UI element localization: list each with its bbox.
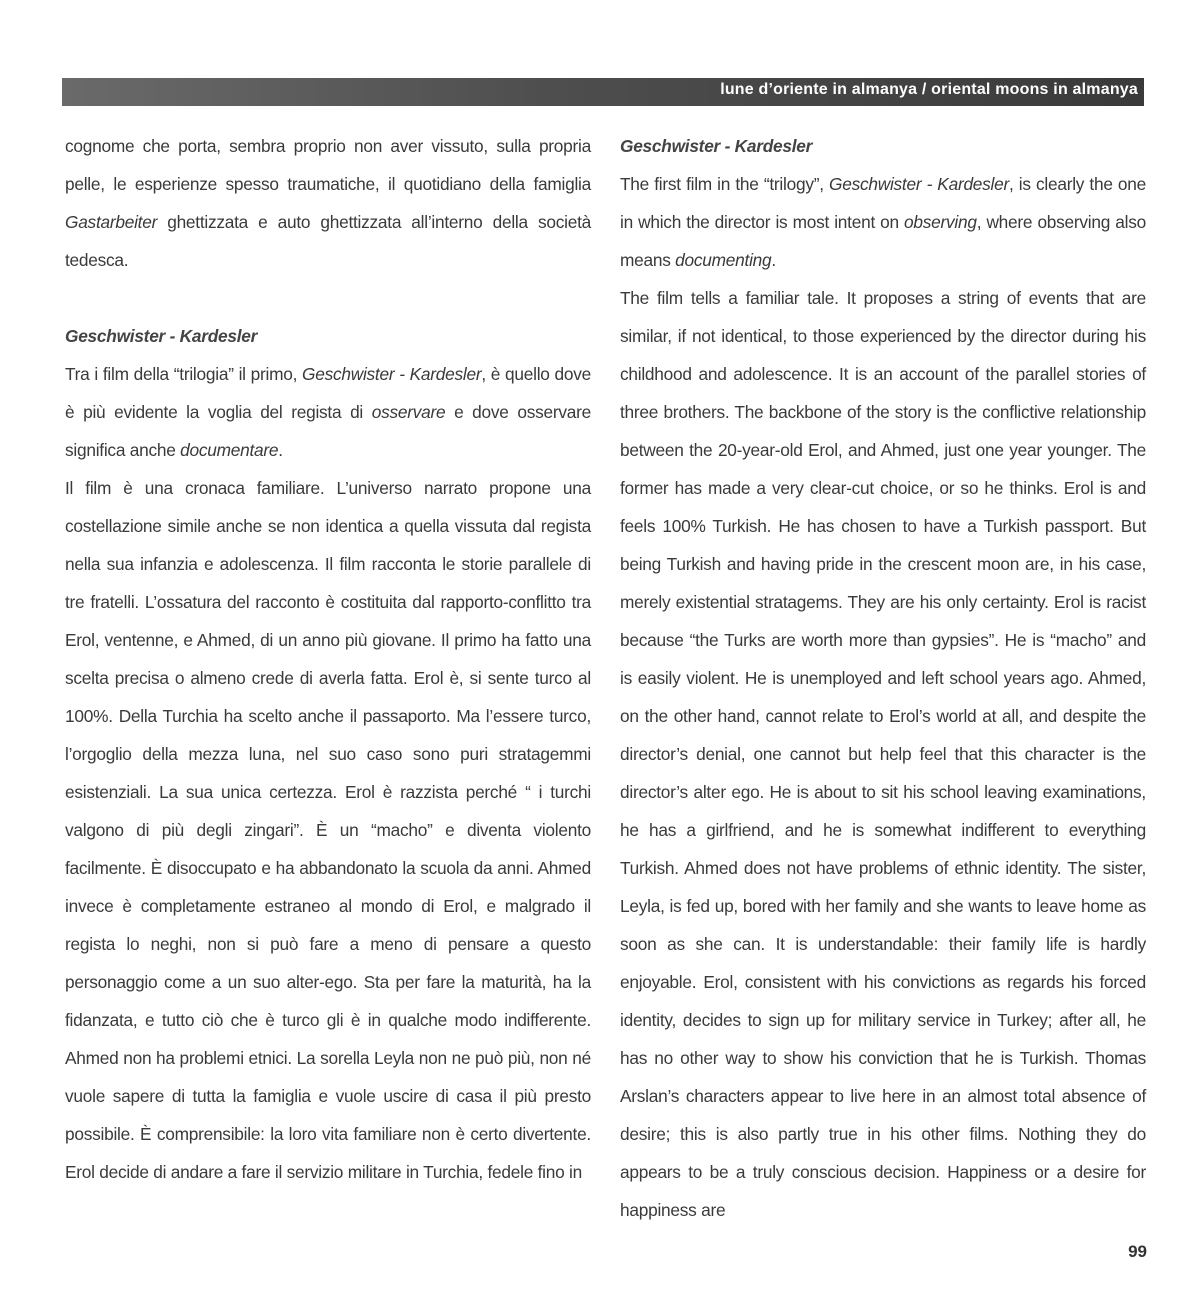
italic-term: osservare — [371, 402, 446, 422]
italic-term: documenting — [675, 250, 772, 270]
text-span: ghettizzata e auto ghettizzata all’interno della società tedesca. — [65, 212, 591, 270]
left-section-heading: Geschwister - Kardesler — [65, 326, 258, 346]
text-span: Tra i film della “trilogia” il primo, — [65, 364, 303, 384]
text-span: . — [771, 250, 776, 270]
left-column-italian — [65, 127, 591, 1191]
left-paragraph-2: Il film è una cronaca familiare. L’universo narrato propone una costellazione simile anche se non identica a quella vissuta dal regista nella sua infanzia e adolescenza. Il film racconta le storie parallele di tre fratelli. L’ossatura del racconto è costituita dal rapporto-conflitto tra Erol, ventenne, e Ahmed, di un anno più giovane. Il primo ha fatto una scelta precisa o almeno crede di averla fatta. Erol è, si sente turco al 100%. Della Turchia ha scelto anche il passaporto. Ma l’essere turco, l’orgoglio della mezza luna, nel suo caso sono puri stratagemmi esistenziali. La sua unica certezza. Erol è razzista perché “ i turchi valgono di più degli zingari”. È un “macho” e diventa violento facilmente. È disoccupato e ha abbandonato la scuola da anni. Ahmed invece è completamente estraneo al mondo di Erol, e malgrado il regista lo neghi, non si può fare a meno di pensare a questo personaggio come a un suo alter-ego. Sta per fare la maturità, ha la fidanzata, e tutto ciò che è turco gli è in qualche modo indifferente. Ahmed non ha problemi etnici. La sorella Leyla non ne può più, non né vuole sapere di tutta la famiglia e vuole uscire di casa il più presto possibile. È comprensibile: la loro vita familiare non è certo divertente. Erol decide di andare a fare il servizio militare in Turchia, fedele fino in — [65, 478, 591, 1182]
italic-title: Geschwister - Kardesler — [302, 364, 482, 384]
italic-term: observing — [904, 212, 977, 232]
text-span: cognome che porta, sembra proprio non aver vissuto, sulla propria pelle, le esperienze spesso traumatiche, il quotidiano della famiglia — [65, 136, 591, 194]
running-header-title: lune d’oriente in almanya / oriental moons in almanya — [720, 81, 1138, 98]
text-span: , is clearly the one in which the director is most intent on — [620, 174, 1147, 232]
paragraph-gap — [65, 279, 591, 317]
right-column-english — [620, 127, 1146, 1229]
text-span: , è quello dove è più evidente la voglia del regista di — [65, 364, 591, 422]
page-number: 99 — [1128, 1242, 1147, 1261]
left-intro-paragraph — [65, 127, 591, 279]
text-span: . — [278, 440, 283, 460]
italic-title: Geschwister - Kardesler — [829, 174, 1010, 194]
italic-term: Gastarbeiter — [65, 212, 158, 232]
right-paragraph-2: The film tells a familiar tale. It proposes a string of events that are similar, if not identical, to those experienced by the director during his childhood and adolescence. It is an account of the parallel stories of three brothers. The backbone of the story is the conflictive relationship between the 20-year-old Erol, and Ahmed, just one year younger. The former has made a very clear-cut choice, or so he thinks. Erol is and feels 100% Turkish. He has chosen to have a Turkish passport. But being Turkish and having pride in the crescent moon are, in his case, merely existential stratagems. They are his only certainty. Erol is racist because “the Turks are worth more than gypsies”. He is “macho” and is easily violent. He is unemployed and left school years ago. Ahmed, on the other hand, cannot relate to Erol’s world at all, and despite the director’s denial, one cannot but help feel that this character is the director’s alter ego. He is about to sit his school leaving examinations, he has a girlfriend, and he is somewhat indifferent to everything Turkish. Ahmed does not have problems of ethnic identity. The sister, Leyla, is fed up, bored with her family and she wants to leave home as soon as she can. It is understandable: their family life is hardly enjoyable. Erol, consistent with his convictions as regards his forced identity, decides to sign up for military service in Turkey; after all, he has no other way to show his conviction that he is Turkish. Thomas Arslan’s characters appear to live here in an almost total absence of desire; this is also partly true in his other films. Nothing they do appears to be a truly conscious decision. Happiness or a desire for happiness are — [620, 288, 1146, 1220]
left-paragraph-1 — [65, 355, 591, 469]
italic-term: documentare — [180, 440, 279, 460]
text-span: The first film in the “trilogy”, — [620, 174, 830, 194]
right-paragraph-1 — [620, 165, 1146, 279]
running-header-bar — [62, 78, 1144, 106]
right-section-heading: Geschwister - Kardesler — [620, 136, 813, 156]
text-span: e dove osservare significa anche — [65, 402, 591, 460]
text-span: , where observing also means — [620, 212, 1146, 270]
